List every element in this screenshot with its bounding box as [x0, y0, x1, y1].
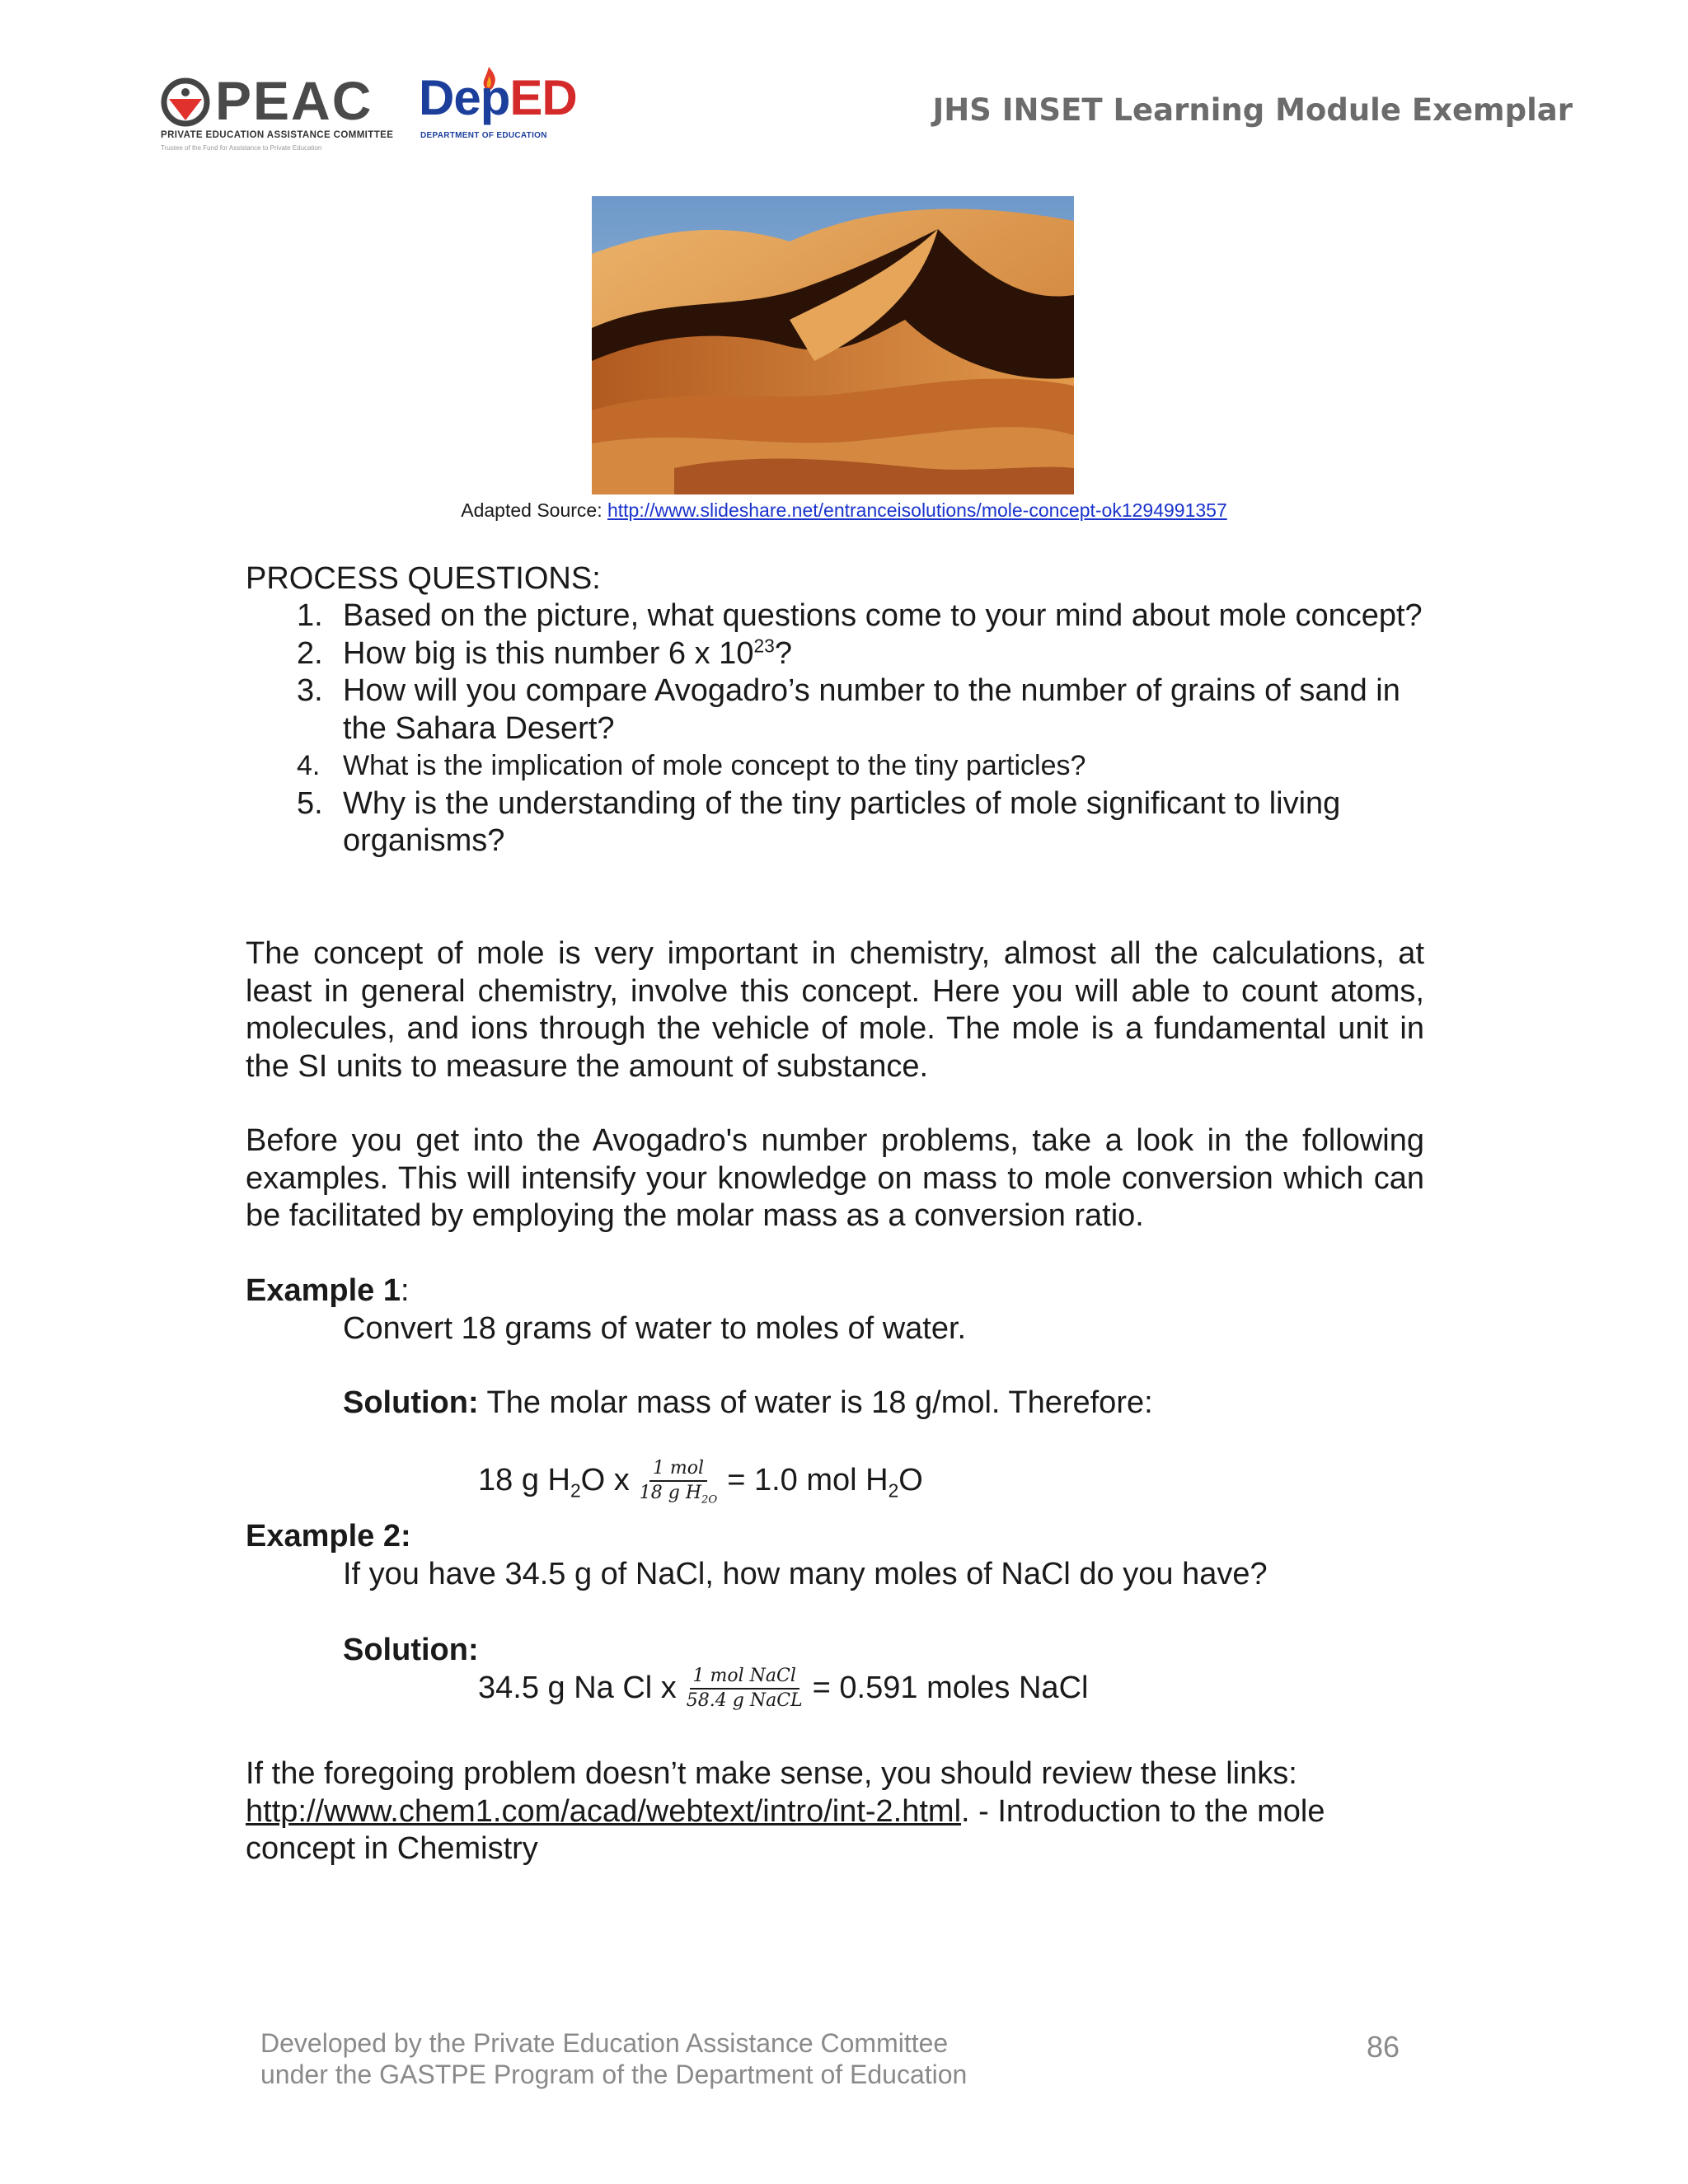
equation-left: 18 g $H_2O$ x	[478, 1463, 630, 1502]
example-1-label: Example 1	[246, 1273, 401, 1308]
list-text: What is the implication of mole concept to the tiny particles?	[343, 750, 1086, 781]
list-number: 4.	[297, 750, 321, 781]
equation-left: 34.5 g Na Cl x	[478, 1671, 677, 1706]
example-1-problem: Convert 18 grams of water to moles of water.	[343, 1311, 967, 1346]
example-1-solution	[343, 1385, 1153, 1422]
list-item	[246, 635, 1432, 673]
deped-logo-word-left: Dep	[419, 70, 510, 125]
list-text: How big is this number 6 x 10	[343, 635, 754, 671]
module-title: JHS INSET Learning Module Exemplar	[932, 92, 1573, 128]
mole-concept-paragraph: The concept of mole is very important in chemistry, almost all the calculations, at least in general chemistry, involve this concept. Here you will able to count atoms, molecules, and ions through the vehicle of mole. The mole is a fundamental unit in the SI units to measure the amount of substance.	[246, 936, 1424, 1084]
equation-right: = 0.591 moles NaCl	[812, 1671, 1089, 1706]
deped-logo-word	[419, 69, 577, 127]
solution-label: Solution:	[343, 1385, 479, 1420]
list-item	[246, 785, 1432, 860]
exponent: 23	[753, 634, 775, 656]
example-1-equation	[478, 1457, 923, 1505]
list-text-end: ?	[774, 635, 792, 671]
list-number: 3.	[297, 673, 323, 708]
list-item	[246, 673, 1432, 748]
image-caption	[0, 499, 1688, 522]
peac-logo-subtitle: PRIVATE EDUCATION ASSISTANCE COMMITTEE	[161, 130, 394, 140]
page-number: 86	[1367, 2030, 1400, 2064]
footer-line-1: Developed by the Private Education Assistance Committee	[260, 2028, 949, 2058]
list-number: 2.	[297, 635, 323, 671]
caption-prefix: Adapted Source:	[461, 499, 607, 521]
conversion-fraction	[683, 1665, 806, 1713]
list-text: How will you compare Avogadro’s number to the number of grains of sand in the Sahara Desert?	[343, 673, 1400, 746]
review-text: If the foregoing problem doesn’t make sense, you should review these links:	[246, 1756, 1297, 1791]
peac-logo	[161, 70, 394, 155]
list-number: 5.	[297, 785, 323, 821]
example-1-colon: :	[401, 1273, 410, 1308]
process-questions-list	[246, 598, 1432, 860]
image-source-link[interactable]: http://www.slideshare.net/entranceisolutions/mole-concept-ok1294991357	[607, 499, 1227, 521]
example-2-equation	[478, 1665, 1088, 1713]
deped-logo	[419, 66, 575, 148]
peac-emblem-icon	[161, 77, 210, 127]
review-link-description: . - Introduction to the mole concept in Chemistry	[246, 1793, 1325, 1866]
process-questions-title: PROCESS QUESTIONS:	[246, 561, 601, 596]
peac-logo-word: PEAC	[215, 70, 373, 131]
chem1-link[interactable]: http://www.chem1.com/acad/webtext/intro/int-2.html	[246, 1793, 962, 1829]
footer-line-2: under the GASTPE Program of the Department of Education	[260, 2060, 968, 2089]
list-text: Based on the picture, what questions come to your mind about mole concept?	[343, 598, 1423, 633]
deped-logo-subtitle: DEPARTMENT OF EDUCATION	[420, 131, 547, 140]
example-2-title: Example 2:	[246, 1519, 411, 1554]
sahara-desert-image	[592, 196, 1074, 494]
page-header	[0, 0, 1688, 165]
review-links-paragraph	[246, 1755, 1432, 1868]
example-2-problem: If you have 34.5 g of NaCl, how many moles of NaCl do you have?	[343, 1557, 1268, 1591]
example-2-solution	[343, 1632, 479, 1670]
deped-logo-word-right: ED	[509, 70, 577, 125]
fraction-numerator: 1 mol	[649, 1457, 707, 1482]
solution-text: The molar mass of water is 18 g/mol. Therefore:	[478, 1385, 1153, 1420]
list-text: Why is the understanding of the tiny particles of mole significant to living organisms?	[343, 785, 1341, 858]
list-item	[246, 748, 1432, 785]
fraction-denominator: 18 g $H_{2O}$	[639, 1483, 718, 1507]
page-footer	[260, 2027, 967, 2090]
example-1-title	[246, 1272, 410, 1310]
list-number: 1.	[297, 598, 323, 633]
list-item	[246, 598, 1432, 635]
equation-right: = 1.0 mol $H_2O$	[727, 1463, 923, 1502]
before-examples-paragraph: Before you get into the Avogadro's number problems, take a look in the following examples. This will intensify your knowledge on mass to mole conversion which can be facilitated by employing the molar mass as a conversion ratio.	[246, 1123, 1424, 1233]
peac-logo-tagline: Trustee of the Fund for Assistance to Private Education	[161, 144, 322, 152]
conversion-fraction	[636, 1457, 720, 1505]
solution-label: Solution:	[343, 1633, 479, 1667]
fraction-denominator: 58.4 g NaCL	[686, 1690, 803, 1711]
fraction-numerator: 1 mol NaCl	[690, 1665, 799, 1690]
